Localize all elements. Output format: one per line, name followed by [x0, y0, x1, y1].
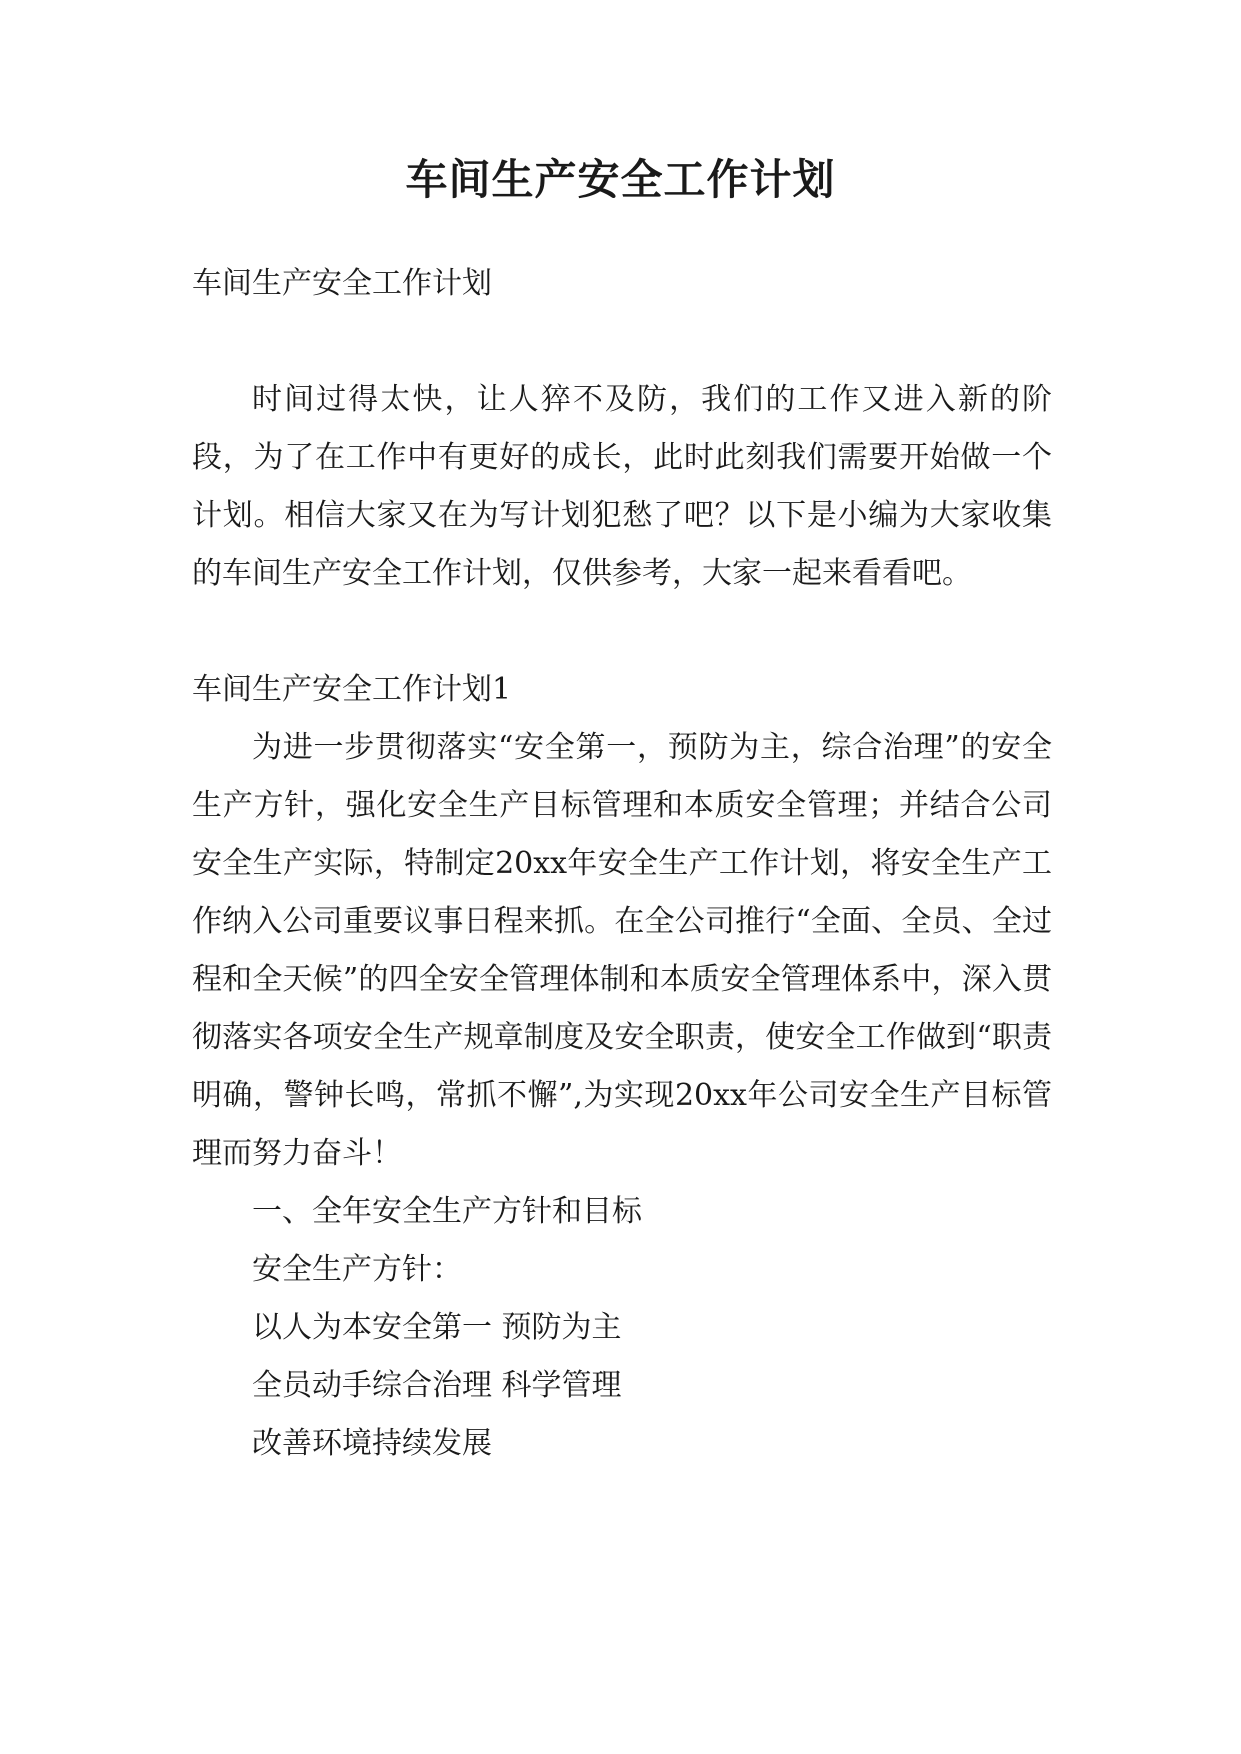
policy-line: 全员动手综合治理 科学管理	[252, 1368, 622, 1403]
section-heading: 车间生产安全工作计划1	[192, 672, 512, 707]
document-title: 车间生产安全工作计划	[405, 155, 836, 204]
policy-line: 改善环境持续发展	[252, 1426, 492, 1461]
list-heading: 一、全年安全生产方针和目标	[252, 1194, 642, 1229]
document-subtitle: 车间生产安全工作计划	[192, 266, 492, 301]
policy-label: 安全生产方针：	[252, 1252, 462, 1287]
document-body	[192, 255, 1052, 1473]
section-paragraph: 为进一步贯彻落实“安全第一，预防为主，综合治理”的安全生产方针，强化安全生产目标管理和本质安全管理；并结合公司安全生产实际，特制定20xx年安全生产工作计划，将安全生产工作纳入公司重要议事日程来抓。在全公司推行“全面、全员、全过程和全天候”的四全安全管理体制和本质安全管理体系中，深入贯彻落实各项安全生产规章制度及安全职责，使安全工作做到“职责明确，警钟长鸣，常抓不懈”,为实现20xx年公司安全生产目标管理而努力奋斗！	[192, 730, 1052, 1171]
intro-paragraph: 时间过得太快，让人猝不及防，我们的工作又进入新的阶段，为了在工作中有更好的成长，此时此刻我们需要开始做一个计划。相信大家又在为写计划犯愁了吧？以下是小编为大家收集的车间生产安全工作计划，仅供参考，大家一起来看看吧。	[192, 382, 1052, 591]
policy-line: 以人为本安全第一 预防为主	[252, 1310, 622, 1345]
